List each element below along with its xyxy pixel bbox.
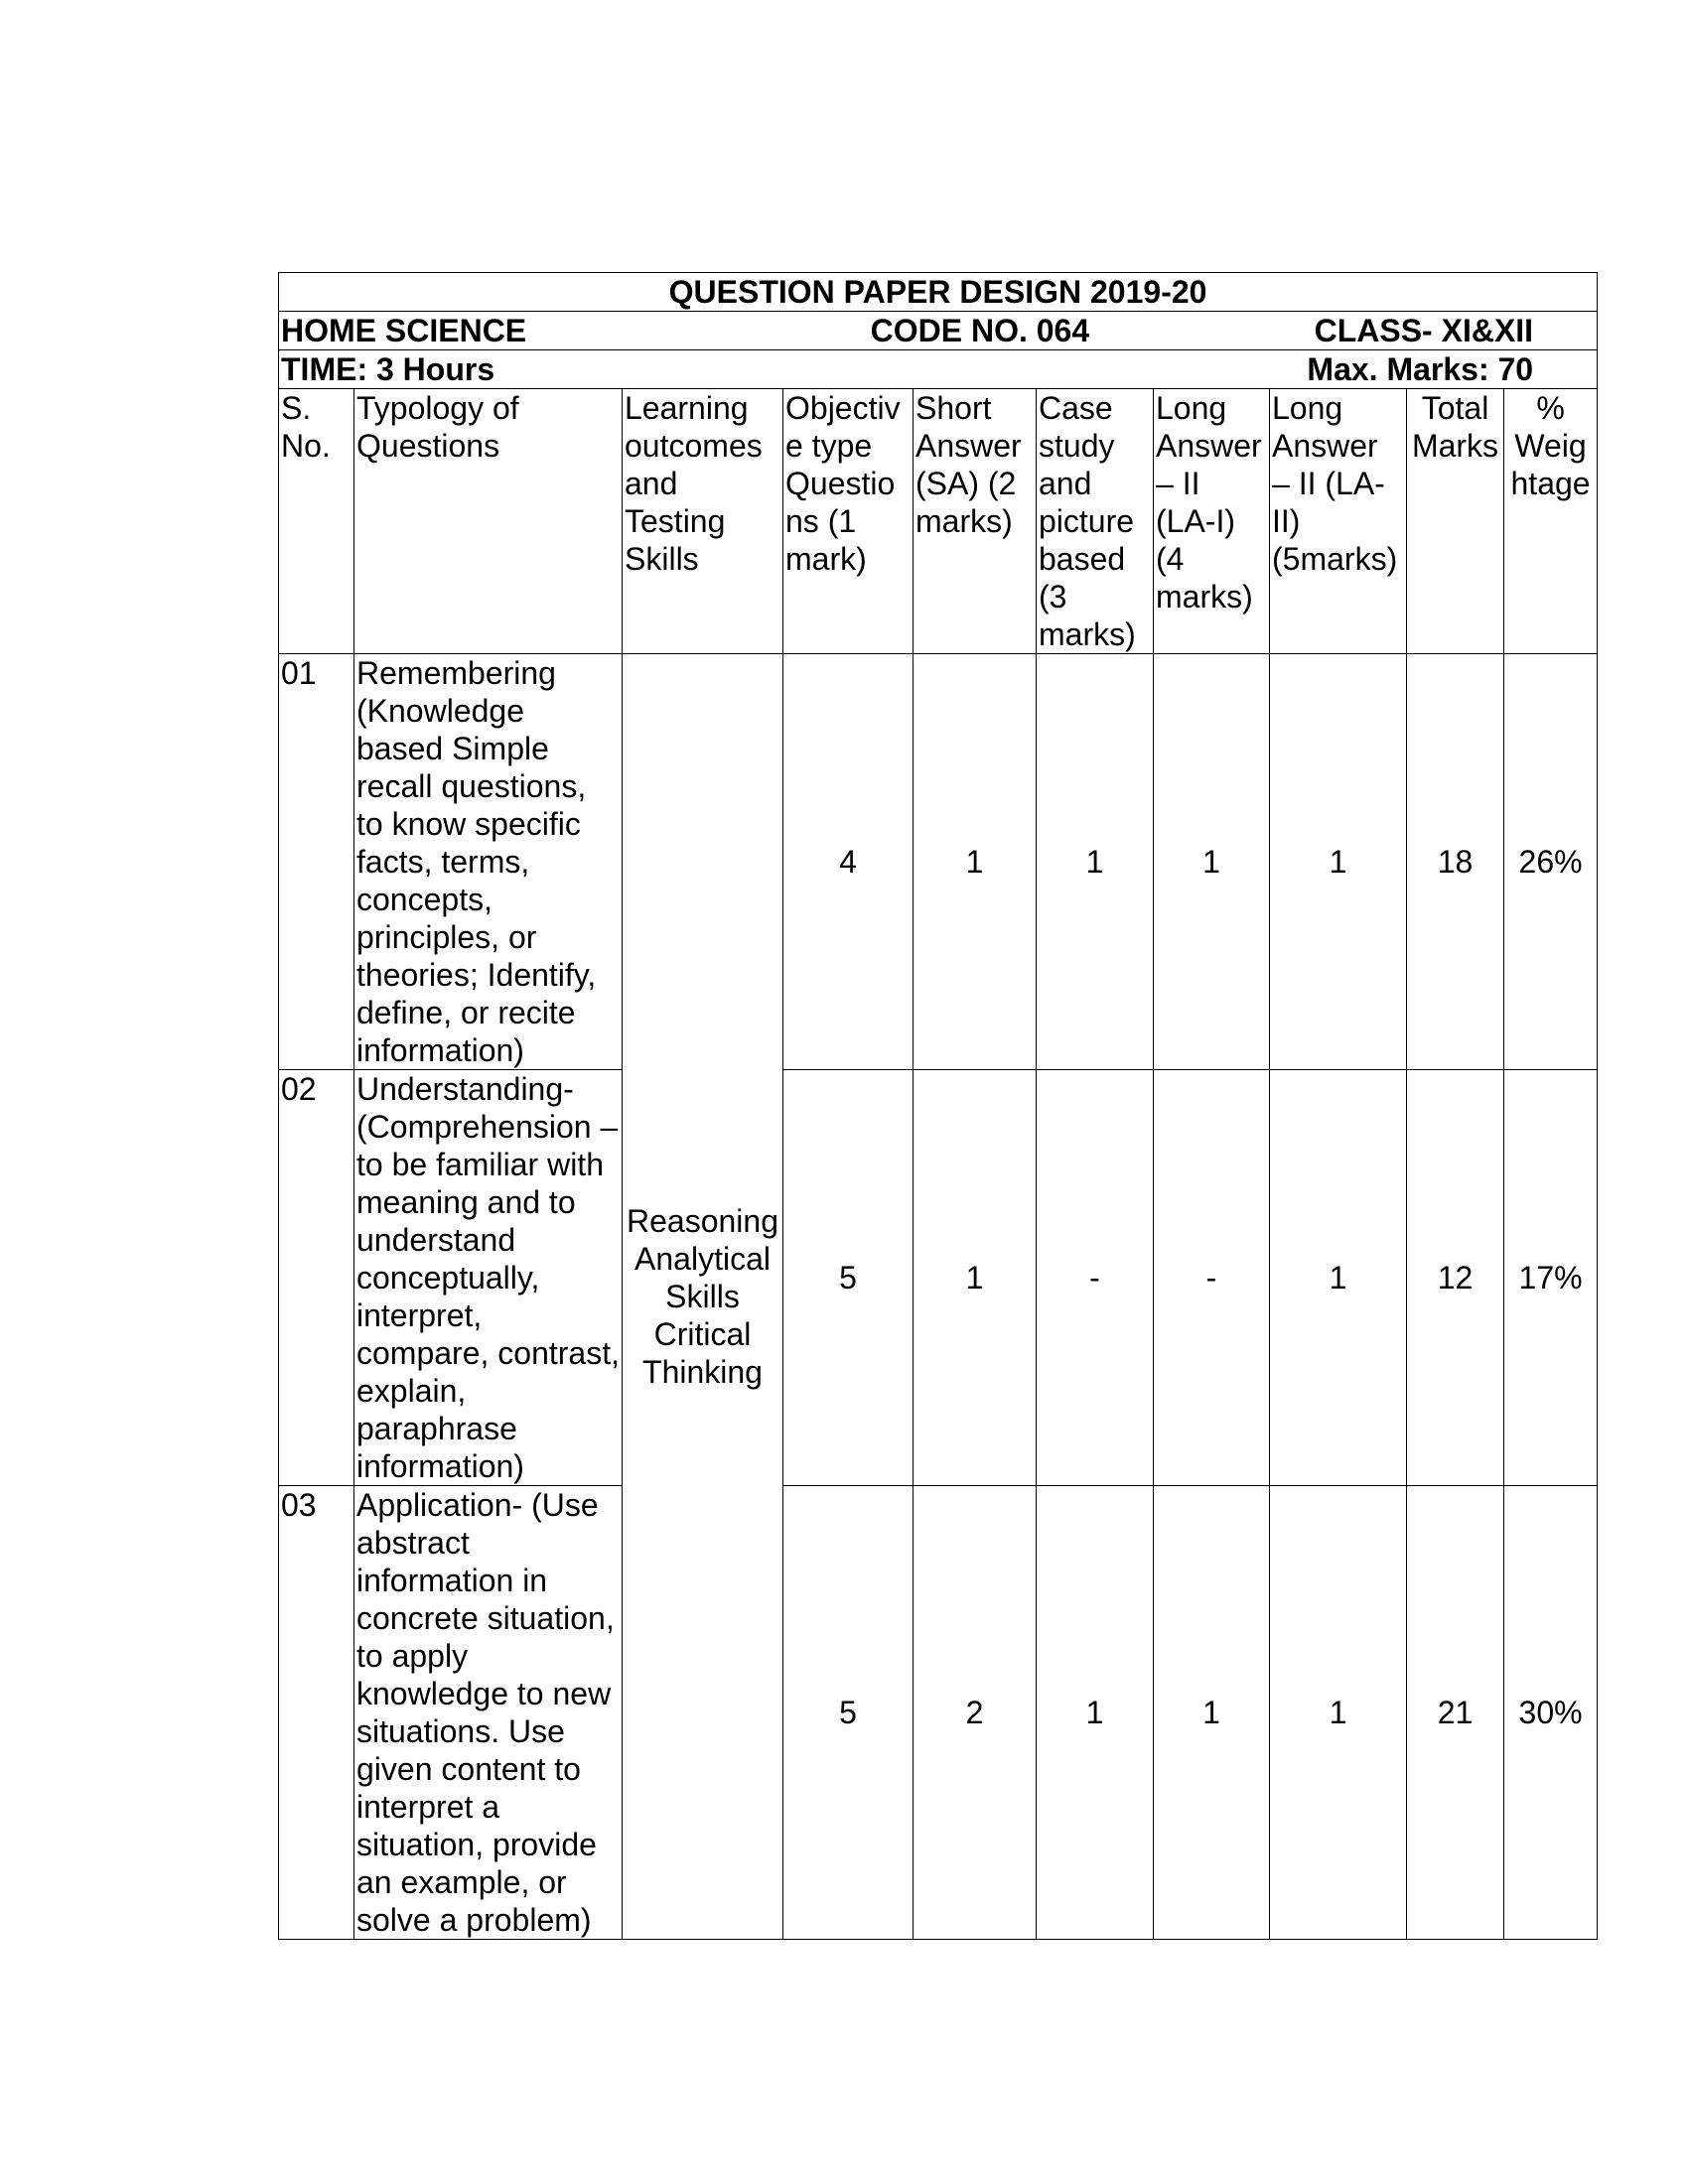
header-total-marks: Total Marks bbox=[1407, 389, 1504, 654]
table-title: QUESTION PAPER DESIGN 2019-20 bbox=[279, 273, 1598, 312]
row-long-answer-2: 1 bbox=[1270, 1486, 1407, 1940]
table-row bbox=[279, 1070, 1598, 1486]
row-objective: 4 bbox=[783, 654, 914, 1070]
subject-label: HOME SCIENCE bbox=[281, 313, 527, 348]
row-weightage: 30% bbox=[1504, 1486, 1598, 1940]
header-long-answer-1: Long Answer – II (LA-I) (4 marks) bbox=[1154, 389, 1270, 654]
time-label: TIME: 3 Hours bbox=[281, 351, 495, 387]
row-long-answer-2: 1 bbox=[1270, 1070, 1407, 1486]
row-short-answer: 1 bbox=[914, 654, 1037, 1070]
row-long-answer-2: 1 bbox=[1270, 654, 1407, 1070]
row-total: 21 bbox=[1407, 1486, 1504, 1940]
row-weightage: 26% bbox=[1504, 654, 1598, 1070]
class-label: CLASS- XI&XII bbox=[1314, 313, 1534, 348]
header-learning-outcomes: Learning outcomes and Testing Skills bbox=[623, 389, 783, 654]
table-row bbox=[279, 654, 1598, 1070]
row-weightage: 17% bbox=[1504, 1070, 1598, 1486]
row-total: 12 bbox=[1407, 1070, 1504, 1486]
row-typology: Application- (Use abstract information in concrete situation, to apply knowledge to new situations. Use given content to interpret a situation, provide an example, or solve a problem) bbox=[354, 1486, 623, 1940]
row-long-answer-1: - bbox=[1154, 1070, 1270, 1486]
time-row bbox=[279, 350, 1598, 389]
column-header-row bbox=[279, 389, 1598, 654]
learning-outcomes-cell: Reasoning Analytical Skills Critical Thinking bbox=[623, 654, 783, 1940]
row-typology: Remembering (Knowledge based Simple recall questions, to know specific facts, terms, concepts, principles, or theories; Identify, define, or recite information) bbox=[354, 654, 623, 1070]
row-typology: Understanding- (Comprehension – to be familiar with meaning and to understand conceptually, interpret, compare, contrast, explain, paraphrase information) bbox=[354, 1070, 623, 1486]
row-long-answer-1: 1 bbox=[1154, 1486, 1270, 1940]
row-objective: 5 bbox=[783, 1070, 914, 1486]
row-short-answer: 2 bbox=[914, 1486, 1037, 1940]
row-total: 18 bbox=[1407, 654, 1504, 1070]
header-objective: Objectiv e type Questio ns (1 mark) bbox=[783, 389, 914, 654]
row-long-answer-1: 1 bbox=[1154, 654, 1270, 1070]
row-case-study: 1 bbox=[1037, 1486, 1154, 1940]
header-weightage: % Weig htage bbox=[1504, 389, 1598, 654]
header-typology: Typology of Questions bbox=[354, 389, 623, 654]
row-sno: 03 bbox=[279, 1486, 354, 1940]
header-short-answer: Short Answer (SA) (2 marks) bbox=[914, 389, 1037, 654]
table-row bbox=[279, 1486, 1598, 1940]
row-case-study: 1 bbox=[1037, 654, 1154, 1070]
row-objective: 5 bbox=[783, 1486, 914, 1940]
header-long-answer-2: Long Answer – II (LA- II) (5marks) bbox=[1270, 389, 1407, 654]
header-sno: S. No. bbox=[279, 389, 354, 654]
row-sno: 01 bbox=[279, 654, 354, 1070]
subject-row bbox=[279, 312, 1598, 350]
row-case-study: - bbox=[1037, 1070, 1154, 1486]
header-case-study: Case study and picture based (3 marks) bbox=[1037, 389, 1154, 654]
max-marks-label: Max. Marks: 70 bbox=[1307, 351, 1534, 387]
row-short-answer: 1 bbox=[914, 1070, 1037, 1486]
row-sno: 02 bbox=[279, 1070, 354, 1486]
code-label: CODE NO. 064 bbox=[870, 313, 1090, 348]
question-paper-design-table bbox=[278, 272, 1598, 1940]
